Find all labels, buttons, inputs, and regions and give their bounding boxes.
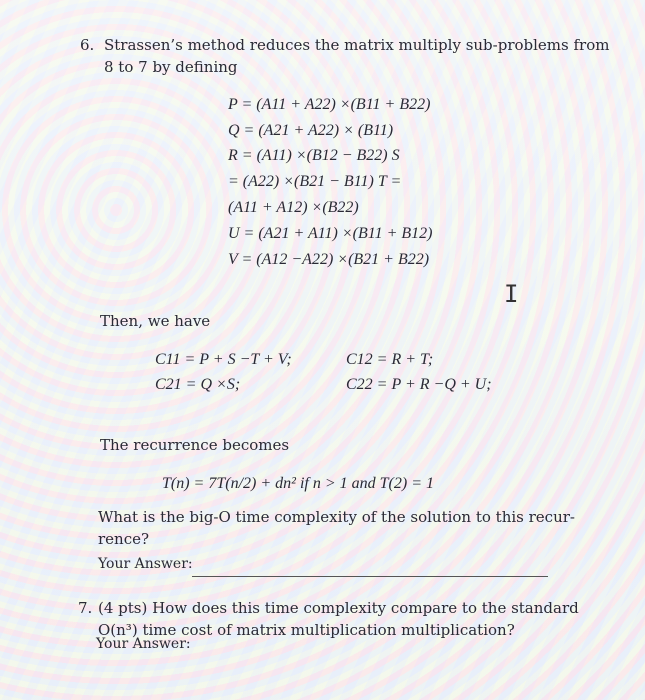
equation-p: P = (A11 + A22) ×(B11 + B22)	[228, 96, 431, 113]
equation-t: (A11 + A12) ×(B22)	[228, 199, 359, 216]
question-6-prompt-line-1: What is the big-O time complexity of the solution to this recur-	[98, 508, 575, 526]
question-7-line-1: (4 pts) How does this time complexity compare to the standard	[98, 599, 579, 617]
question-6-prompt-line-2: rence?	[98, 530, 150, 548]
answer-label-1: Your Answer:	[98, 556, 193, 572]
equation-s: = (A22) ×(B21 − B11) T =	[228, 173, 402, 190]
equation-c21: C21 = Q ×S;	[155, 376, 241, 393]
question-6-number: 6.	[80, 36, 95, 54]
equation-u: U = (A21 + A11) ×(B11 + B12)	[228, 225, 433, 242]
question-6-line-2: 8 to 7 by defining	[104, 58, 238, 76]
equation-q: Q = (A21 + A22) × (B11)	[228, 122, 394, 139]
recurrence-equation: T(n) = 7T(n/2) + dn² if n > 1 and T(2) = 1	[162, 475, 434, 492]
question-7-line-2: O(n³) time cost of matrix multiplication multiplication?	[98, 621, 515, 639]
question-7-number: 7.	[78, 599, 93, 617]
recurrence-intro: The recurrence becomes	[100, 436, 290, 454]
answer-input-1[interactable]	[192, 576, 548, 577]
then-text: Then, we have	[100, 312, 211, 330]
text-cursor-icon: I	[504, 280, 519, 308]
equation-v: V = (A12 −A22) ×(B21 + B22)	[228, 251, 430, 268]
equation-c22: C22 = P + R −Q + U;	[346, 376, 492, 393]
equation-c11: C11 = P + S −T + V;	[155, 351, 292, 368]
answer-label-2: Your Answer:	[96, 636, 191, 652]
question-6-line-1: Strassen’s method reduces the matrix multiply sub-problems from	[104, 36, 610, 54]
equation-c12: C12 = R + T;	[346, 351, 434, 368]
equation-r: R = (A11) ×(B12 − B22) S	[228, 147, 400, 164]
